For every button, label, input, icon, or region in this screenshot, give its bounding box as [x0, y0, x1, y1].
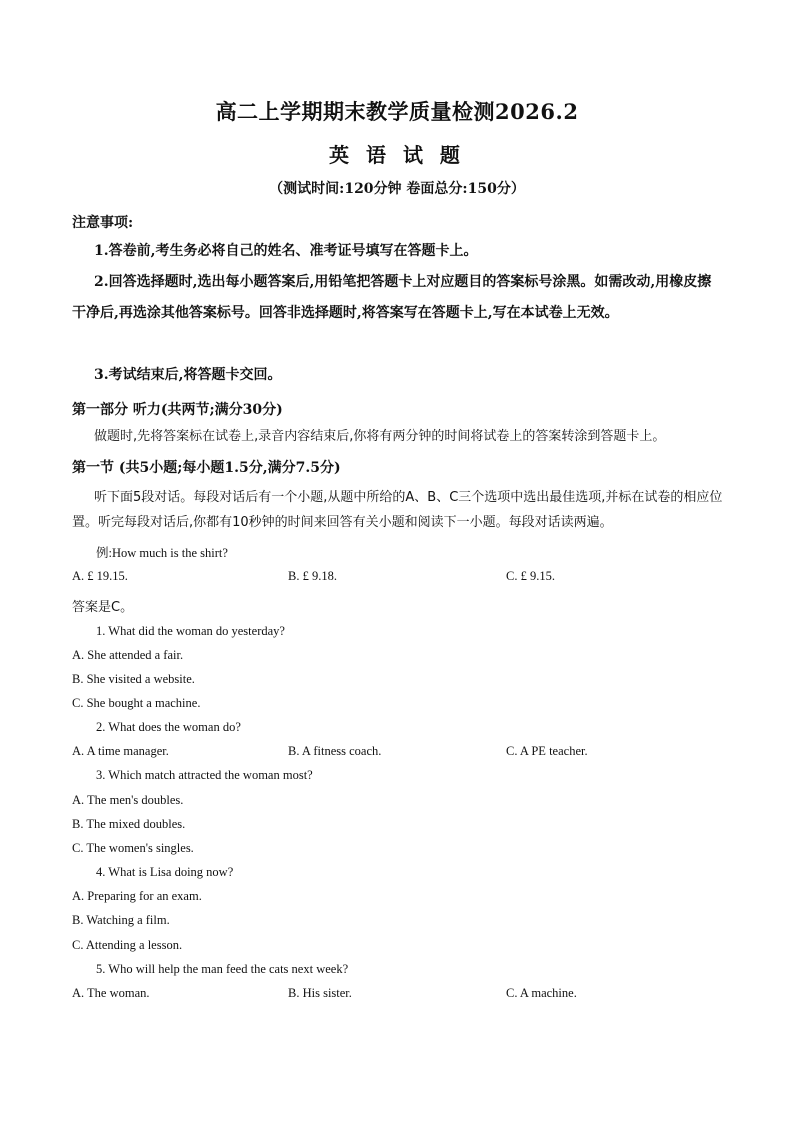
notes-item-2: 2.回答选择题时,选出每小题答案后,用铅笔把答题卡上对应题目的答案标号涂黑。如需改动,用橡皮擦干净后,再选涂其他答案标号。回答非选择题时,将答案写在答题卡上,写在本试卷上无效。 [72, 274, 712, 321]
part1-instruction: 做题时,先将答案标在试卷上,录音内容结束后,你将有两分钟的时间将试卷上的答案转涂到答题卡上。 [94, 429, 666, 444]
question-3-option-b: B. The mixed doubles. [72, 817, 186, 831]
question-4-option-b: B. Watching a film. [72, 913, 170, 927]
question-2-option-a: A. A time manager. [72, 744, 169, 758]
question-2-option-b: B. A fitness coach. [288, 744, 382, 758]
example-question: 例:How much is the shirt? [96, 546, 228, 560]
question-3-option-a: A. The men's doubles. [72, 793, 184, 807]
question-5-option-b: B. His sister. [288, 986, 352, 1000]
example-answer: 答案是C。 [72, 600, 134, 615]
notes-heading: 注意事项: [72, 215, 134, 231]
question-4-option-c: C. Attending a lesson. [72, 938, 183, 952]
question-2-option-c: C. A PE teacher. [506, 744, 588, 758]
question-5-option-a: A. The woman. [72, 986, 150, 1000]
exam-time-info: （测试时间:120分钟 卷面总分:150分） [269, 181, 525, 197]
question-3: 3. Which match attracted the woman most? [96, 768, 313, 782]
section1-instruction: 听下面5段对话。每段对话后有一个小题,从题中所给的A、B、C三个选项中选出最佳选项,并标在试卷的相应位置。听完每段对话后,你都有10秒钟的时间来回答有关小题和阅读下一小题。每段对话读两遍。 [72, 490, 723, 530]
part1-heading: 第一部分 听力(共两节;满分30分) [72, 402, 283, 418]
question-1-option-c: C. She bought a machine. [72, 696, 201, 710]
example-option-c: C. £ 9.15. [506, 569, 555, 583]
example-option-a: A. £ 19.15. [72, 569, 128, 583]
question-1-option-b: B. She visited a website. [72, 672, 195, 686]
question-2: 2. What does the woman do? [96, 720, 241, 734]
notes-item-3: 3.考试结束后,将答题卡交回。 [94, 367, 282, 383]
notes-item-1: 1.答卷前,考生务必将自己的姓名、准考证号填写在答题卡上。 [94, 243, 478, 259]
question-5-option-c: C. A machine. [506, 986, 577, 1000]
question-3-option-c: C. The women's singles. [72, 841, 194, 855]
question-4-option-a: A. Preparing for an exam. [72, 889, 202, 903]
exam-title: 高二上学期期末教学质量检测2026.2 [215, 99, 579, 124]
question-1-option-a: A. She attended a fair. [72, 648, 184, 662]
question-4: 4. What is Lisa doing now? [96, 865, 234, 879]
question-1: 1. What did the woman do yesterday? [96, 624, 285, 638]
exam-subject: 英 语 试 题 [329, 143, 465, 167]
example-option-b: B. £ 9.18. [288, 569, 337, 583]
question-5: 5. Who will help the man feed the cats next week? [96, 962, 349, 976]
section1-heading: 第一节 (共5小题;每小题1.5分,满分7.5分) [72, 460, 341, 476]
